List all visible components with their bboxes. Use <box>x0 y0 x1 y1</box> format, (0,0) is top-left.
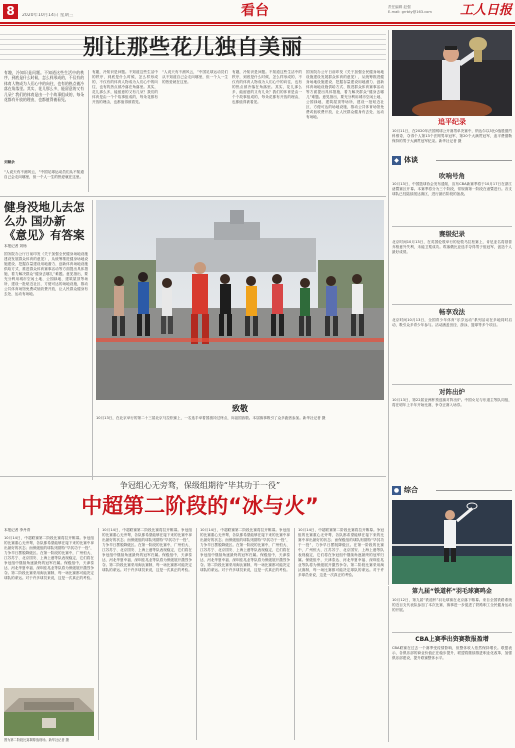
lead-author: 刘颖余 <box>4 160 15 164</box>
marathon-photo-title: 致敬 <box>232 404 248 413</box>
badminton-photo <box>392 500 512 584</box>
sidebar-article-3-body: 北京时间10月13日，全国青少年体育“乐享运动”系列活动在多地同时启动，吸引众多青少年参与。活动涵盖田径、游泳、篮球等多个项目。 <box>392 318 512 327</box>
lead-column-3: “人说天有不测风云，”中国足球运动员们从不知道自己会走向哪里，但一个人一生的热爱就在这里。 <box>162 70 228 84</box>
csl-column-2: 10月14日，中超联赛第二阶段比赛将拉开帷幕。争冠组的比赛重心无旁骛，各队都希望能够在接下来的比赛中拿出最好的状态；而保级组的球队则期待“毕其功于一役”，力争早日摆脱降级区。在第一阶段的比赛中，广州恒大、江苏苏宁、北京国安、上海上港等队表现稳定，它们将在争冠组中继续角逐最终的冠军归属。保级组中，天津泰达、河北华夏幸福、深圳佳兆业等队将为保级展开激烈争夺。第二阶段比赛采用淘汰赛制，每一场比赛都可能决定球队的命运。对于许多球员来说，这是一次真正的考验。 <box>102 528 192 572</box>
marathon-runners-image <box>96 200 384 400</box>
masthead <box>0 0 515 27</box>
marathon-headline: 健身没地儿去怎么办 国办新《意见》有答案 <box>4 200 85 242</box>
csl-headline: 中超第二阶段的“冰与火” <box>81 494 319 518</box>
column-label: 体谈 <box>404 156 418 164</box>
lead-column-4: 有趣，冷知识是问题。不知道这些生活中的秩序，到底是什么时候，怎么样形成的，不仅有的体育人物成为人们心中的向往，也有的热点被冷落在角落里。其实，花儿那么多，能留意的又有几朵？我们的体育是由一个个故事组成的，每朵花都有开放的理由，也都值得被看见。 <box>232 70 302 104</box>
csl-photo <box>4 688 94 736</box>
sports-label: 综合 <box>404 486 418 494</box>
sidebar-article-1-body: 10月13日，中国篮球协会发布通知，宣布CBA新赛季将于10月17日在浙江诸暨赛区开幕。本赛季将分为三个阶段，常规赛第一阶段在诸暨进行。各支球队已经陆续抵达赛区，进行最后阶段的备战。 <box>392 182 512 196</box>
lead-column-5: 国务院办公厅日前印发《关于加强全民健身场地设施建设发展群众体育的意见》，从统筹推进健身场地设施建设、挖掘存量建设用地潜力、创新体育场地设施供给方式、推进群众体育赛事活动等方面提出具体措施，着力解决群众“健身去哪儿”难题。意见指出，要充分利用城市空闲土地、公园绿地、建筑屋顶等场所，建设一批贴近社区、方便可达的场地设施，推动公共体育场馆免费或低收费开放，让人民群众健身有去处、运动有场地。 <box>306 70 384 119</box>
csl-column-1: 10月14日，中超联赛第二阶段比赛将拉开帷幕。争冠组的比赛重心无旁骛，各队都希望能够在接下来的比赛中拿出最好的状态；而保级组的球队则期待“毕其功于一役”，力争早日摆脱降级区。在第一阶段的比赛中，广州恒大、江苏苏宁、北京国安、上海上港等队表现稳定，它们将在争冠组中继续角逐最终的冠军归属。保级组中，天津泰达、河北华夏幸福、深圳佳兆业等队将为保级展开激烈争夺。第二阶段比赛采用淘汰赛制，每一场比赛都可能决定球队的命运。对于许多球员来说，这是一次真正的考验。 <box>4 536 94 580</box>
sidebar-article-4-title: 对阵出炉 <box>439 388 465 396</box>
teaser-text: 10月11日，在2020年法国网球公开赛男单决赛中，纳达尔以3比0战胜德约科维奇，夺得个人第13个法网男单冠军，第20个大满贯冠军，追平费德勒保持的男子大满贯冠军纪录。新华社记者 摄 <box>392 129 512 143</box>
cba-text: CBA联赛在过去一个赛季受疫情影响，但整体收入依然保持增长。联盟表示，各俱乐部的商业价值正在稳步提升，联盟将继续推进职业化改革，加强俱乐部建设，提升联赛整体水平。 <box>392 646 512 660</box>
badminton-image <box>392 500 512 584</box>
issue-date: 2020年10月14日 星期三 <box>22 13 74 18</box>
column-header <box>392 156 512 165</box>
tennis-photo <box>392 30 512 116</box>
csl-photo-caption: 图为第二阶段比赛揭幕战现场。新华社记者 摄 <box>4 738 69 742</box>
section-title: 看台 <box>241 3 269 19</box>
lead-headline: 别让那些花儿独自美丽 <box>83 35 303 59</box>
cba-headline: CBA上赛季出资赛数报盈增 <box>415 636 489 643</box>
marathon-photo-caption: 10月13日，在北京举行的第二十三届北京马拉松赛上，一名选手举着国旗冲过终点，向祖国致敬。本届赛事吸引了众多跑者参加。新华社记者 摄 <box>96 416 326 420</box>
csl-author: 本报记者 李丹青 <box>4 528 31 532</box>
csl-column-3: 10月14日，中超联赛第二阶段比赛将拉开帷幕。争冠组的比赛重心无旁骛，各队都希望能够在接下来的比赛中拿出最好的状态；而保级组的球队则期待“毕其功于一役”，力争早日摆脱降级区。在第一阶段的比赛中，广州恒大、江苏苏宁、北京国安、上海上港等队表现稳定，它们将在争冠组中继续角逐最终的冠军归属。保级组中，天津泰达、河北华夏幸福、深圳佳兆业等队将为保级展开激烈争夺。第二阶段比赛采用淘汰赛制，每一场比赛都可能决定球队的命运。对于许多球员来说，这是一次真正的考验。 <box>200 528 290 572</box>
editor-line: 责任编辑 赵强 E-mail: grrbty@163.com <box>388 5 432 14</box>
sports-icon: ● <box>393 487 400 494</box>
lead-headline-band <box>0 30 386 64</box>
marathon-body: 国务院办公厅日前印发《关于加强全民健身场地设施建设发展群众体育的意见》，从统筹推进健身场地设施建设、挖掘存量建设用地潜力、创新体育场地设施供给方式、推进群众体育赛事活动等方面提出具体措施，着力解决群众“健身去哪儿”难题。意见指出，要充分利用城市空闲土地、公园绿地、建筑屋顶等场所，建设一批贴近社区、方便可达的场地设施，推动公共体育场馆免费或低收费开放，让人民群众健身有去处、运动有场地。 <box>4 252 88 296</box>
csl-column-4: 10月14日，中超联赛第二阶段比赛将拉开帷幕。争冠组的比赛重心无旁骛，各队都希望能够在接下来的比赛中拿出最好的状态；而保级组的球队则期待“毕其功于一役”，力争早日摆脱降级区。在第一阶段的比赛中，广州恒大、江苏苏宁、北京国安、上海上港等队表现稳定，它们将在争冠组中继续角逐最终的冠军归属。保级组中，天津泰达、河北华夏幸福、深圳佳兆业等队将为保级展开激烈争夺。第二阶段比赛采用淘汰赛制，每一场比赛都可能决定球队的命运。对于许多球员来说，这是一次真正的考验。 <box>298 528 384 577</box>
sports-header <box>392 486 512 495</box>
badminton-headline: 第九届“铁道杯”羽毛球赛鸣金 <box>412 588 492 595</box>
page-number-badge: 8 <box>3 4 18 19</box>
column-icon: ◆ <box>392 156 401 165</box>
teaser-title: 追平纪录 <box>438 118 466 126</box>
sidebar-article-2-body: 北京时间10月13日，在英国伦敦举行的伦敦马拉松赛上，肯尼亚名将基普乔格意外失利，未能卫冕成功。埃塞俄比亚选手夺得男子组冠军，创造个人最好成绩。 <box>392 240 512 254</box>
marathon-author: 本报记者 刘杨 <box>4 244 27 248</box>
masthead-rule <box>0 22 515 24</box>
sidebar-article-1-title: 吹响号角 <box>439 172 465 180</box>
marathon-photo <box>96 200 384 400</box>
csl-kicker: 争冠组心无旁骛，保级组期待“毕其功于一役” <box>119 481 281 490</box>
stadium-image <box>4 688 94 736</box>
tennis-player-image <box>392 30 512 116</box>
lead-column-2: 有趣，冷知识是问题。不知道这些生活中的秩序，到底是什么时候，怎么样形成的，不仅有的体育人物成为人们心中的向往，也有的热点被冷落在角落里。其实，花儿那么多，能留意的又有几朵？我们的体育是由一个个故事组成的，每朵花都有开放的理由，也都值得被看见。 <box>92 70 158 104</box>
sidebar-article-4-body: 10月13日，第22届亚洲杯预选赛对阵出炉。中国女足与东道主等队同组，将在明年上半年开始比赛，争夺正赛入场券。 <box>392 398 512 407</box>
sidebar-article-3-title: 畅享戏法 <box>439 308 465 316</box>
paper-logo: 工人日报 <box>459 3 512 18</box>
badminton-text: 10月12日，第九届“铁道杯”羽毛球赛在北京落下帷幕。来自全国铁路系统的近百支代表队参加了本次比赛，赛事进一步促进了铁路职工全民健身运动的开展。 <box>392 598 512 612</box>
lead-intro: 有趣，冷知识是问题。不知道这些生活中的秩序，到底是什么时候，怎么样形成的，不仅有的体育人物成为人们心中的向往，也有的热点被冷落在角落里。其实，花儿那么多，能留意的又有几朵？我们的体育是由一个个故事组成的，每朵花都有开放的理由，也都值得被看见。 <box>4 70 84 103</box>
lead-pull-quote: “人说天有不测风云，”中国足球运动员们从不知道自己会走向哪里，但一个人一生的热爱就在这里。 <box>4 170 84 179</box>
sidebar-article-2-title: 赛级纪录 <box>439 230 465 238</box>
